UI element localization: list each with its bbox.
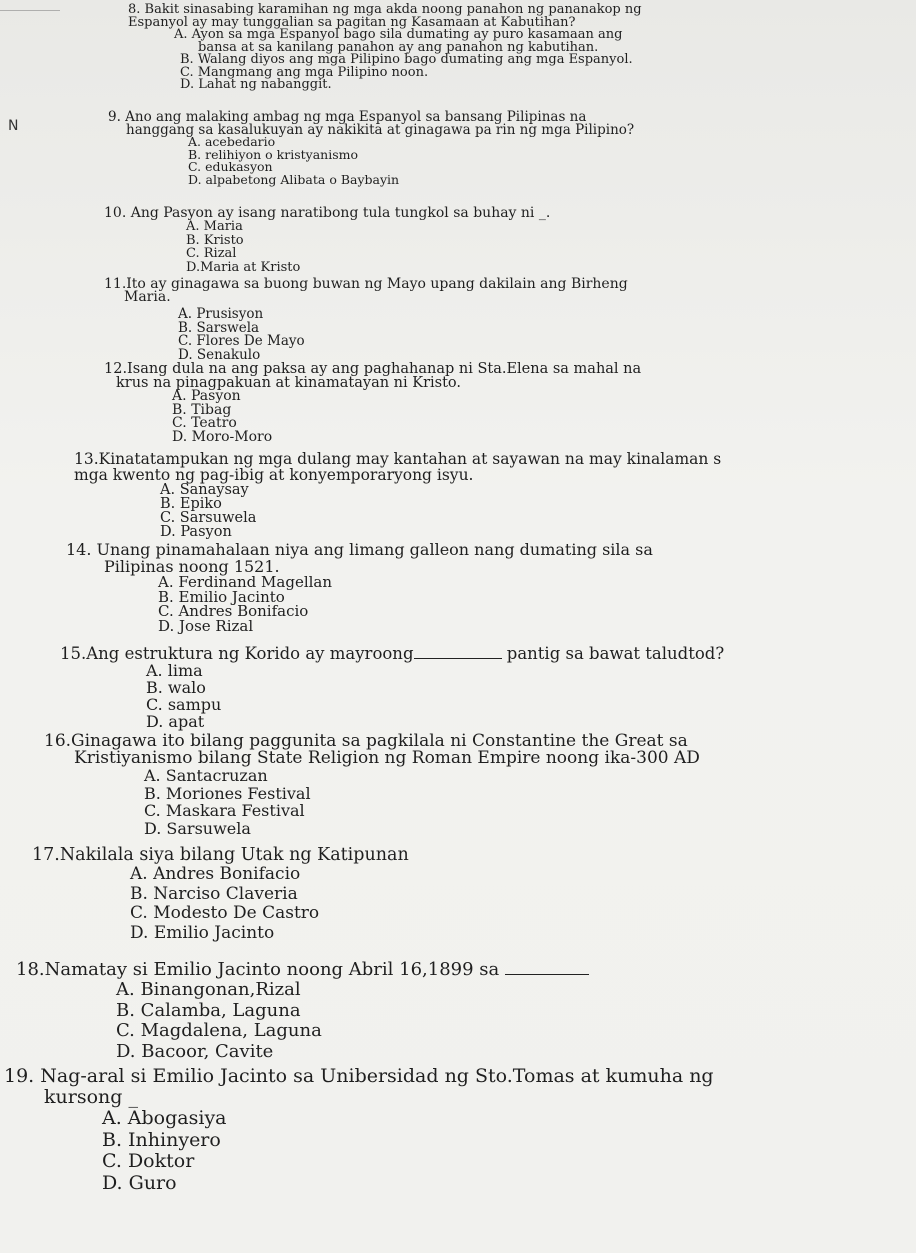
question-11-stem	[104, 278, 628, 304]
question-19-option-b[interactable]: B. Inhinyero	[102, 1128, 221, 1151]
question-11-option-a[interactable]: A. Prusisyon	[178, 306, 264, 322]
question-18-option-b[interactable]: B. Calamba, Laguna	[116, 999, 301, 1021]
question-19	[4, 1066, 714, 1194]
question-18-stem-text: 18.Namatay si Emilio Jacinto noong Abril 16,1899 sa	[16, 959, 505, 980]
question-9-option-c[interactable]: C. edukasyon	[188, 159, 273, 174]
question-13-option-d[interactable]: D. Pasyon	[160, 524, 232, 540]
question-9-option-b[interactable]: B. relihiyon o kristyanismo	[188, 146, 359, 162]
question-16-stem-line: 16.Ginagawa ito bilang paggunita sa pagkilala ni Constantine the Great sa	[44, 731, 688, 751]
question-8	[128, 4, 642, 92]
question-9-stem	[108, 111, 634, 136]
question-15-stem	[60, 645, 724, 662]
question-18	[16, 960, 589, 1062]
question-13-stem-line: mga kwento ng pag-ibig at konyemporaryong isyu.	[74, 466, 474, 484]
question-8-option-a-cont: bansa at sa kanilang panahon ay ang panahon ng kabutihan.	[198, 39, 599, 55]
question-19-option-c[interactable]: C. Doktor	[102, 1150, 195, 1172]
question-10-stem-line: 10. Ang Pasyon ay isang naratibong tula tungkol sa buhay ni _.	[104, 205, 551, 221]
question-19-stem-line: 19. Nag-aral si Emilio Jacinto sa Unibersidad ng Sto.Tomas at kumuha ng	[4, 1065, 714, 1087]
question-10-option-a[interactable]: A. Maria	[186, 219, 243, 234]
question-12-option-c[interactable]: C. Teatro	[172, 415, 237, 431]
question-13-option-a[interactable]: A. Sanaysay	[160, 482, 249, 498]
question-10-option-b[interactable]: B. Kristo	[186, 232, 244, 248]
question-12-option-a[interactable]: A. Pasyon	[172, 388, 241, 404]
question-9	[108, 111, 634, 186]
question-17-option-b[interactable]: B. Narciso Claveria	[130, 883, 298, 904]
question-16-option-a[interactable]: A. Santacruzan	[144, 766, 268, 785]
question-15-option-b[interactable]: B. walo	[146, 678, 206, 697]
question-18-option-a[interactable]: A. Binangonan,Rizal	[116, 979, 301, 1000]
question-13-option-b[interactable]: B. Epiko	[160, 496, 222, 512]
question-11-stem-line: Maria.	[124, 289, 171, 305]
question-12-option-b[interactable]: B. Tibag	[172, 401, 232, 418]
answer-blank[interactable]	[505, 974, 589, 975]
question-9-stem-line: 9. Ano ang malaking ambag ng mga Espanyol sa bansang Pilipinas na	[108, 109, 587, 125]
question-18-option-c[interactable]: C. Magdalena, Laguna	[116, 1020, 322, 1041]
question-15-stem-text-end: pantig sa bawat taludtod?	[501, 644, 725, 663]
question-12-option-d[interactable]: D. Moro-Moro	[172, 428, 273, 445]
question-19-option-a[interactable]: A. Abogasiya	[102, 1107, 227, 1129]
question-11-option-c[interactable]: C. Flores De Mayo	[178, 333, 305, 349]
question-12-stem-line: krus na pinagpakuan at kinamatayan ni Kristo.	[116, 375, 462, 391]
question-14-stem-line: Pilipinas noong 1521.	[104, 556, 280, 576]
question-18-option-d[interactable]: D. Bacoor, Cavite	[116, 1040, 274, 1062]
question-13-option-c[interactable]: C. Sarsuwela	[160, 510, 257, 526]
question-17-stem-line: 17.Nakilala siya bilang Utak ng Katipunan	[32, 845, 409, 865]
question-14-option-d[interactable]: D. Jose Rizal	[158, 616, 254, 635]
question-11-option-b[interactable]: B. Sarswela	[178, 319, 260, 336]
question-16-option-c[interactable]: C. Maskara Festival	[144, 801, 305, 820]
question-15-stem-text: 15.Ang estruktura ng Korido ay mayroong	[60, 644, 414, 663]
question-10-option-d[interactable]: D.Maria at Kristo	[186, 259, 301, 275]
question-11	[104, 278, 628, 362]
question-16-option-d[interactable]: D. Sarsuwela	[144, 818, 251, 838]
question-14-stem	[66, 542, 653, 575]
question-16-stem	[44, 733, 700, 767]
question-12	[104, 362, 641, 444]
margin-mark: N	[8, 118, 19, 134]
question-13	[74, 451, 721, 539]
question-14	[66, 542, 653, 633]
question-10	[104, 206, 550, 274]
question-14-option-b[interactable]: B. Emilio Jacinto	[158, 587, 285, 606]
question-11-stem-line: 11.Ito ay ginagawa sa buong buwan ng Mayo upang dakilain ang Birheng	[104, 276, 628, 292]
question-8-stem-line: 8. Bakit sinasabing karamihan ng mga akda noong panahon ng pananakop ng	[128, 2, 642, 17]
question-17-option-a[interactable]: A. Andres Bonifacio	[130, 864, 301, 884]
question-15-option-c[interactable]: C. sampu	[146, 695, 222, 714]
question-8-option-a[interactable]: A. Ayon sa mga Espanyol bago sila dumating ay puro kasamaan ang	[174, 27, 623, 42]
question-18-stem	[16, 960, 589, 980]
question-16-stem-line: Kristiyanismo bilang State Religion ng Roman Empire noong ika-300 AD	[74, 748, 700, 768]
question-9-stem-line: hanggang sa kasalukuyan ay nakikita at ginagawa pa rin ng mga Pilipino?	[126, 121, 635, 138]
question-12-stem-line: 12.Isang dula na ang paksa ay ang paghahanap ni Sta.Elena sa mahal na	[104, 361, 642, 377]
question-15-option-d[interactable]: D. apat	[146, 712, 205, 731]
answer-blank[interactable]	[414, 658, 502, 659]
question-9-option-d[interactable]: D. alpabetong Alibata o Baybayin	[188, 171, 400, 187]
question-19-stem	[4, 1066, 714, 1108]
question-8-option-b[interactable]: B. Walang diyos ang mga Pilipino bago dumating ang mga Espanyol.	[180, 52, 633, 67]
question-8-stem-line: Espanyol ay may tunggalian sa pagitan ng Kasamaan at Kabutihan?	[128, 14, 576, 30]
question-19-stem-line: kursong _	[44, 1086, 138, 1108]
question-10-option-c[interactable]: C. Rizal	[186, 246, 237, 261]
question-8-option-c[interactable]: C. Mangmang ang mga Pilipino noon.	[180, 64, 429, 80]
question-10-stem	[104, 206, 550, 220]
question-9-option-a[interactable]: A. acebedario	[188, 134, 276, 149]
question-16	[44, 733, 700, 837]
question-17	[32, 846, 409, 943]
question-17-stem	[32, 846, 409, 865]
question-13-stem	[74, 451, 721, 483]
question-13-stem-line: 13.Kinatatampukan ng mga dulang may kantahan at sayawan na may kinalaman s	[74, 450, 722, 468]
question-14-option-a[interactable]: A. Ferdinand Magellan	[158, 573, 333, 591]
question-14-stem-line: 14. Unang pinamahalaan niya ang limang galleon nang dumating sila sa	[66, 540, 653, 559]
question-19-option-d[interactable]: D. Guro	[102, 1171, 177, 1194]
question-15-option-a[interactable]: A. lima	[146, 661, 203, 680]
question-8-stem	[128, 4, 642, 29]
question-11-option-d[interactable]: D. Senakulo	[178, 346, 261, 363]
question-15	[60, 645, 724, 730]
question-17-option-c[interactable]: C. Modesto De Castro	[130, 903, 320, 923]
question-14-option-c[interactable]: C. Andres Bonifacio	[158, 602, 309, 620]
question-12-stem	[104, 362, 641, 390]
question-16-option-b[interactable]: B. Moriones Festival	[144, 783, 311, 803]
question-8-option-d[interactable]: D. Lahat ng nabanggit.	[180, 77, 332, 92]
question-17-option-d[interactable]: D. Emilio Jacinto	[130, 922, 275, 943]
